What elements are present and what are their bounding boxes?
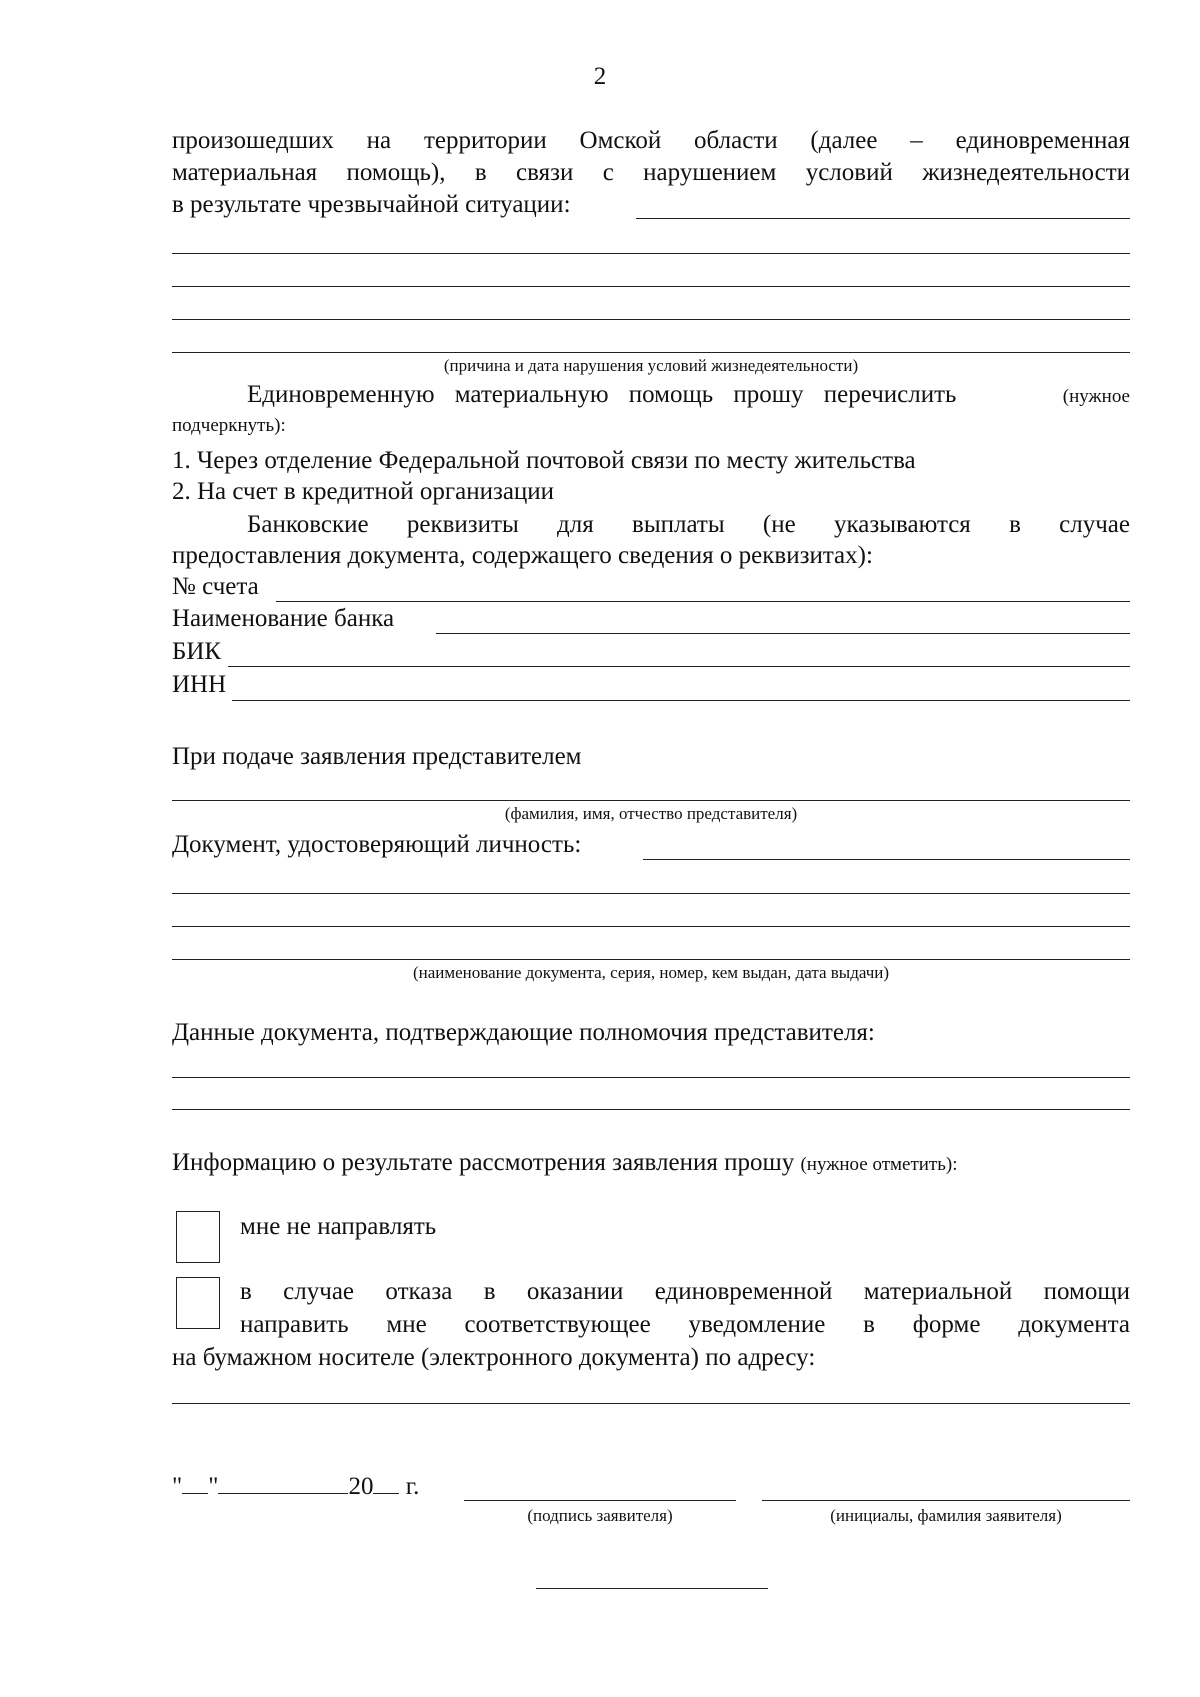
id-document-field-line-3[interactable] bbox=[172, 926, 1130, 927]
intro-line-2: материальная помощь), в связи с нарушением условий жизнедеятельности bbox=[172, 159, 1130, 186]
result-info-label bbox=[172, 1148, 958, 1180]
inn-label: ИНН bbox=[172, 671, 227, 698]
checkbox-send-refusal-notice[interactable] bbox=[176, 1277, 220, 1329]
closing-rule bbox=[536, 1588, 768, 1589]
id-document-label: Документ, удостоверяющий личность: bbox=[172, 831, 582, 858]
applicant-name-caption: (инициалы, фамилия заявителя) bbox=[830, 1506, 1062, 1525]
transfer-option-post[interactable]: 1. Через отделение Федеральной почтовой связи по месту жительства bbox=[172, 447, 916, 474]
address-field[interactable] bbox=[172, 1403, 1130, 1404]
applicant-name-field[interactable] bbox=[762, 1500, 1130, 1501]
year-prefix: 20 bbox=[348, 1473, 374, 1500]
checkbox-do-not-send[interactable] bbox=[176, 1211, 220, 1263]
date-field[interactable] bbox=[172, 1472, 419, 1502]
reason-field-line-2[interactable] bbox=[172, 253, 1130, 254]
id-document-field-line-1[interactable] bbox=[643, 859, 1130, 860]
transfer-note: (нужное bbox=[1062, 386, 1130, 407]
day-field[interactable] bbox=[182, 1493, 208, 1494]
authority-document-field-line-2[interactable] bbox=[172, 1109, 1130, 1110]
page-number: 2 bbox=[593, 63, 607, 90]
transfer-option-bank[interactable]: 2. На счет в кредитной организации bbox=[172, 478, 555, 505]
result-info-label-note: (нужное отметить): bbox=[800, 1154, 958, 1175]
representative-name-caption: (фамилия, имя, отчество представителя) bbox=[504, 804, 798, 823]
reason-field-line-4[interactable] bbox=[172, 319, 1130, 320]
reason-field-line-3[interactable] bbox=[172, 286, 1130, 287]
date-quote-close: " bbox=[208, 1473, 219, 1500]
transfer-line-1 bbox=[247, 380, 1130, 412]
id-document-field-line-4[interactable] bbox=[172, 959, 1130, 960]
authority-document-label: Данные документа, подтверждающие полномочия представителя: bbox=[172, 1019, 875, 1046]
reason-caption: (причина и дата нарушения условий жизнедеятельности) bbox=[443, 356, 859, 375]
representative-heading: При подаче заявления представителем bbox=[172, 743, 582, 770]
option-do-not-send: мне не направлять bbox=[240, 1213, 437, 1240]
id-document-field-line-2[interactable] bbox=[172, 893, 1130, 894]
signature-field[interactable] bbox=[464, 1500, 736, 1501]
authority-document-field-line-1[interactable] bbox=[172, 1077, 1130, 1078]
reason-field-line-1[interactable] bbox=[636, 218, 1130, 219]
bank-intro-line-1: Банковские реквизиты для выплаты (не указываются в случае bbox=[247, 511, 1130, 538]
option-send-line-2: направить мне соответствующее уведомление в форме документа bbox=[240, 1311, 1130, 1338]
intro-line-3: в результате чрезвычайной ситуации: bbox=[172, 191, 571, 218]
representative-name-field[interactable] bbox=[172, 800, 1130, 801]
bik-field[interactable] bbox=[228, 666, 1130, 667]
reason-field-line-5[interactable] bbox=[172, 352, 1130, 353]
account-field[interactable] bbox=[276, 601, 1130, 602]
month-field[interactable] bbox=[218, 1493, 348, 1494]
bank-name-field[interactable] bbox=[436, 633, 1130, 634]
bank-intro-line-2: предоставления документа, содержащего сведения о реквизитах): bbox=[172, 542, 873, 569]
transfer-label: Единовременную материальную помощь прошу перечислить bbox=[247, 381, 957, 408]
option-send-line-1: в случае отказа в оказании единовременной материальной помощи bbox=[240, 1278, 1130, 1305]
signature-caption: (подпись заявителя) bbox=[527, 1506, 673, 1525]
date-quote-open: " bbox=[172, 1473, 183, 1500]
intro-line-1: произошедших на территории Омской области (далее – единовременная bbox=[172, 127, 1130, 154]
transfer-note-continued: подчеркнуть): bbox=[172, 415, 286, 436]
inn-field[interactable] bbox=[232, 700, 1130, 701]
account-label: № счета bbox=[172, 573, 259, 600]
year-field[interactable] bbox=[373, 1493, 399, 1494]
year-suffix: г. bbox=[405, 1473, 420, 1500]
id-document-caption: (наименование документа, серия, номер, кем выдан, дата выдачи) bbox=[412, 963, 890, 982]
bank-name-label: Наименование банка bbox=[172, 605, 395, 632]
option-send-line-3: на бумажном носителе (электронного документа) по адресу: bbox=[172, 1344, 816, 1371]
bik-label: БИК bbox=[172, 638, 222, 665]
result-info-label-main: Информацию о результате рассмотрения заявления прошу bbox=[172, 1149, 795, 1176]
